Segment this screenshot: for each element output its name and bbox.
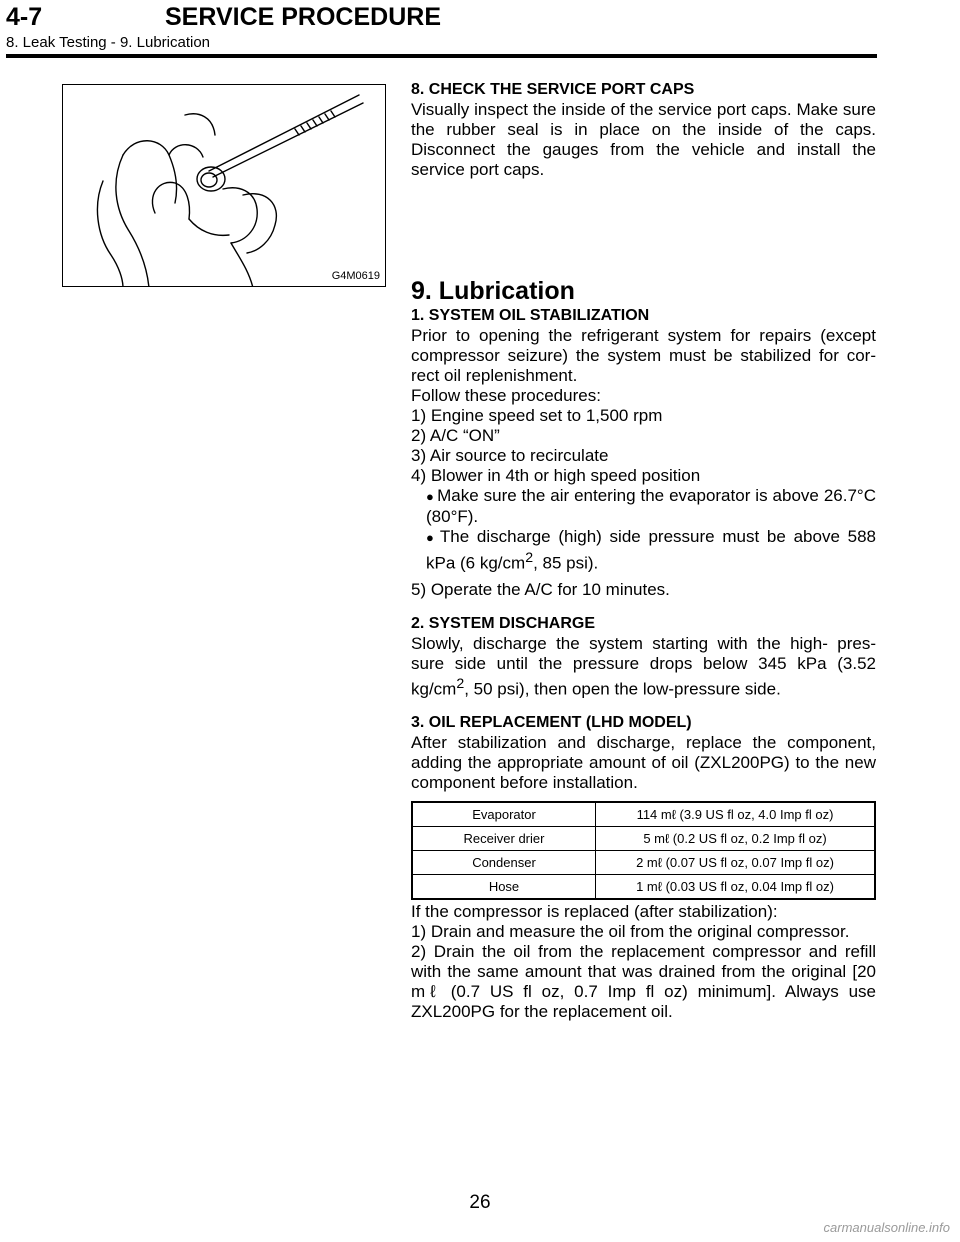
- step-4: 4) Blower in 4th or high speed position: [411, 466, 701, 485]
- sub2-body: [411, 634, 876, 700]
- step-3: 3) Air source to recirculate: [411, 446, 609, 465]
- bullet-icon: ●: [426, 489, 435, 504]
- watermark: carmanualsonline.info: [823, 1220, 950, 1235]
- sub1-follow: Follow these procedures:: [411, 386, 601, 405]
- page-number: 26: [469, 1192, 491, 1213]
- amount-cell: 1 mℓ (0.03 US fl oz, 0.04 Imp fl oz): [596, 875, 876, 900]
- step-2: 2) A/C “ON”: [411, 426, 500, 445]
- bullet-item: [411, 486, 876, 527]
- section8-body: Visually inspect the inside of the service port caps. Make sure the rubber seal is in place on the inside of the caps. Disconnect the gauges from the vehicle and install the service port caps.: [411, 100, 876, 179]
- page-title: SERVICE PROCEDURE: [165, 3, 441, 31]
- amount-cell: 114 mℓ (3.9 US fl oz, 4.0 Imp fl oz): [596, 802, 876, 827]
- sub2-heading: 2. SYSTEM DISCHARGE: [411, 614, 596, 632]
- section8-heading: 8. CHECK THE SERVICE PORT CAPS: [411, 81, 695, 98]
- figure-illustration: [62, 84, 386, 287]
- bullet-icon: ●: [426, 530, 437, 545]
- oil-amount-table: [411, 801, 876, 900]
- component-cell: Hose: [412, 875, 596, 900]
- step-5: 5) Operate the A/C for 10 minutes.: [411, 579, 670, 599]
- bullet-text: The discharge (high) side pressure must be above 588 kPa (6 kg/cm: [426, 527, 876, 573]
- superscript: 2: [525, 550, 534, 566]
- table-row: [412, 875, 875, 900]
- component-cell: Evaporator: [412, 802, 596, 827]
- sub3-step-1: 1) Drain and measure the oil from the original compressor.: [411, 922, 850, 942]
- page-subtitle: 8. Leak Testing - 9. Lubrication: [6, 34, 211, 51]
- component-cell: Condenser: [412, 851, 596, 875]
- bullet-text: Make sure the air entering the evaporator is above 26.7°C (80°F).: [426, 486, 876, 526]
- sub2-body-end: , 50 psi), then open the low-pressure side.: [464, 679, 781, 699]
- sub3-step-2: 2) Drain the oil from the replacement compressor and refill with the same amount that was drained from the original [20 mℓ (0.7 US fl oz, 0.7 Imp fl oz) minimum]. Always use ZXL200PG for the replacement oil.: [411, 942, 876, 1022]
- section-number: 4-7: [6, 3, 43, 31]
- amount-cell: 2 mℓ (0.07 US fl oz, 0.07 Imp fl oz): [596, 851, 876, 875]
- figure-code: G4M0619: [331, 270, 380, 282]
- section9-heading: 9. Lubrication: [411, 277, 575, 305]
- header-rule: [6, 54, 877, 58]
- sub3-body: After stabilization and discharge, replace the component, adding the appropriate amount of oil (ZXL200PG) to the new component before installation.: [411, 733, 876, 793]
- bullet-item: [411, 527, 876, 574]
- hand-tool-drawing: [63, 85, 386, 287]
- table-row: [412, 851, 875, 875]
- sub1-heading: 1. SYSTEM OIL STABILIZATION: [411, 307, 650, 324]
- amount-cell: 5 mℓ (0.2 US fl oz, 0.2 Imp fl oz): [596, 827, 876, 851]
- sub2-body-text: Slowly, discharge the system starting with the high- pres- sure side until the pressure drops below 345 kPa (3.52 kg/cm: [411, 633, 876, 699]
- superscript: 2: [456, 675, 465, 692]
- main-content: [411, 80, 876, 1022]
- component-cell: Receiver drier: [412, 827, 596, 851]
- step-1: 1) Engine speed set to 1,500 rpm: [411, 406, 663, 425]
- sub1-intro: Prior to opening the refrigerant system for repairs (except compressor seizure) the system must be stabilized for cor- rect oil replenishment.: [411, 326, 876, 385]
- table-row: [412, 802, 875, 827]
- sub3-after: If the compressor is replaced (after stabilization):: [411, 902, 778, 922]
- bullet-text-end: , 85 psi).: [533, 553, 599, 573]
- table-row: [412, 827, 875, 851]
- sub3-heading: 3. OIL REPLACEMENT (LHD MODEL): [411, 714, 692, 732]
